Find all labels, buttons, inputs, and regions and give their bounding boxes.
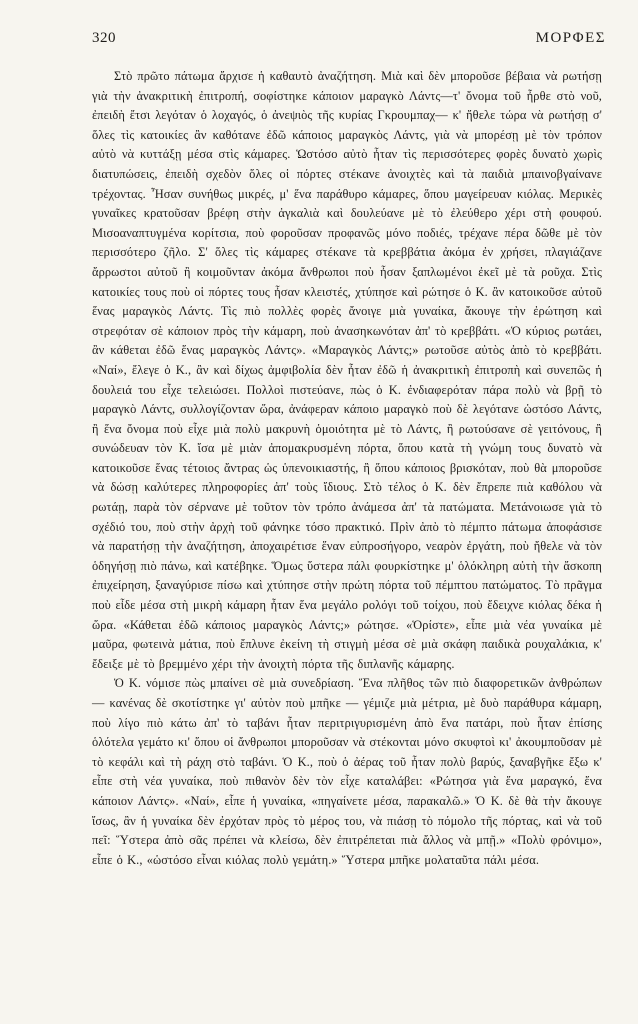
body-text [92,67,602,870]
page-number: 320 [92,30,116,46]
page-header [92,30,606,52]
paragraph: Ὁ Κ. νόμισε πὼς μπαίνει σὲ μιὰ συνεδρίαση. Ἕνα πλῆθος τῶν πιὸ διαφορετικῶν ἀνθρώπων — κανένας δὲ σκοτίστηκε γι' αὐτὸν ποὺ μπῆκε — γέμιζε μιὰ μέτρια, μὲ δυὸ παράθυρα κάμαρη, ποὺ λίγο πιὸ κάτω ἀπ' τὸ ταβάνι ἦταν περιτριγυρισμένη ἀπὸ ἕνα πατάρι, ποὺ ἦταν ἐπίσης ὁλότελα γεμάτο κι' ὅπου οἱ ἄνθρωποι μποροῦσαν νὰ στέκονται μόνο σκυφτοὶ κι' ἀκουμποῦσαν μὲ τὸ κεφάλι καὶ τὴ ράχη στὸ ταβάνι. Ὁ Κ., ποὺ ὁ ἀέρας τοῦ ἦταν πολὺ βαρύς, ξαναβγῆκε ἔξω κ' εἶπε στὴ νέα γυναίκα, ποὺ πιθανὸν δὲν τὸν εἶχε καταλάβει: «Ρώτησα γιὰ ἕνα μαραγκό, ἕνα κάποιον Λάντς». «Ναί», εἶπε ἡ γυναίκα, «πηγαίνετε μέσα, παρακαλῶ.» Ὁ Κ. δὲ θὰ τὴν ἄκουγε ἴσως, ἂν ἡ γυναίκα δὲν ἐρχόταν πρὸς τὸ μέρος του, νὰ πιάσῃ τὸ πόμολο τῆς πόρτας, καὶ νὰ τοῦ πεῖ: Ὕστερα ἀπὸ σᾶς πρέπει νὰ κλείσω, δὲν ἐπιτρέπεται πιὰ ἄλλος νὰ μπῇ.» «Πολὺ φρόνιμο», εἶπε ὁ Κ., «ὡστόσο εἶναι κιόλας πολὺ γεμάτη.» Ὕστερα μπῆκε μολαταῦτα πάλι μέσα. [92,676,602,867]
paragraph: Στὸ πρῶτο πάτωμα ἄρχισε ἡ καθαυτὸ ἀναζήτηση. Μιὰ καὶ δὲν μποροῦσε βέβαια νὰ ρωτήσῃ γιὰ τὴν ἀνακριτικὴ ἐπιτροπή, σοφίστηκε κάποιον μαραγκὸ Λάντς—τ' ὄνομα τοῦ ἦρθε στὸ νοῦ, ἐπειδὴ ἔτσι λεγόταν ὁ λοχαγός, ὁ ἀνεψιὸς τῆς κυρίας Γκρουμπαχ— κ' ἤθελε τώρα νὰ ρωτήσῃ σ' ὅλες τὶς κατοικίες ἂν καθότανε ἐδῶ κάποιος μαραγκὸς Λάντς, γιὰ νὰ μπορέσῃ μὲ τὸν τρόπον αὐτὸ νὰ κυττάξῃ μέσα στὶς κάμαρες. Ὡστόσο αὐτὸ ἦταν τὶς περισσότερες φορὲς δυνατὸ χωρὶς διατυπώσεις, ἐπειδὴ σχεδὸν ὅλες οἱ πόρτες στέκανε ἀνοιχτὲς καὶ τὰ παιδιὰ μπαινοβγαίνανε τρέχοντας. Ἦσαν συνήθως μικρές, μ' ἕνα παράθυρο κάμαρες, ὅπου μαγείρευαν κιόλας. Μερικὲς γυναῖκες κρατοῦσαν βρέφη στὴν ἀγκαλιὰ καὶ δουλεύανε μὲ τὸ ἐλεύθερο χέρι στὴ φουφού. Μισοαναπτυγμένα κορίτσια, ποὺ φοροῦσαν προφανῶς μόνο ποδιές, τρέχανε πέρα δῶθε μὲ τὸν περισσότερο ζῆλο. Σ' ὅλες τὶς κάμαρες στέκανε τὰ κρεββάτια ἀκόμα ἐν χρήσει, πλαγιάζανε ἄρρωστοι αὐτοῦ ἢ κοιμοῦνταν ἀκόμα ἄνθρωποι ποὺ ἦσαν ξαπλωμένοι ἐκεῖ μὲ τὰ ροῦχα. Στὶς κατοικίες τους ποὺ οἱ πόρτες τους ἦσαν κλειστές, χτύπησε καὶ ρώτησε ὁ Κ. ἂν κατοικοῦσε αὐτοῦ ἕνας μαραγκὸς Λάντς. Τὶς πιὸ πολλὲς φορὲς ἄνοιγε μιὰ γυναίκα, ἄκουγε τὴν ἐρώτηση καὶ στρεφόταν σὲ κάποιον πρὸς τὴν κάμαρη, ποὺ ἀνασηκωνόταν ἀπ' τὸ κρεββάτι. «Ὁ κύριος ρωτάει, ἂν κάθεται ἐδῶ ἕνας μαραγκὸς Λάντς». «Μαραγκὸς Λάντς;» ρωτοῦσε αὐτὸς ἀπὸ τὸ κρεββάτι. «Ναί», ἔλεγε ὁ Κ., ἂν καὶ δίχως ἀμφιβολία δὲν ἦταν ἐδῶ ἡ ἀνακριτικὴ ἐπιτροπὴ καὶ συνεπῶς ἡ δουλειά του εἶχε τελειώσει. Πολλοὶ πιστεύανε, πὼς ὁ Κ. ἐνδιαφερόταν πάρα πολὺ νὰ βρῇ τὸ μαραγκὸ Λάντς, συλλογίζονταν ὥρα, ἀνάφεραν κάποιο μαραγκὸ ποὺ δὲ λεγότανε ὡστόσο Λάντς, ἢ ἕνα ὄνομα ποὺ εἶχε μιὰ πολὺ μακρυνὴ ὁμοιότητα μὲ τὸ Λάντς, ἢ ρωτούσανε σὲ γειτόνους, ἢ συνώδευαν τὸν Κ. ἴσα μὲ μιὰν ἀπομακρυσμένη πόρτα, ὅπου κατὰ τὴ γνώμη τους δυνατὸ νὰ κατοικοῦσε ἕνας τέτοιος ἄντρας ὡς ὑπενοικιαστής, ἢ ὅπου κάποιος βρισκόταν, ποὺ θὰ μποροῦσε νὰ δώσῃ καλύτερες πληροφορίες ἀπ' τοὺς ἴδιους. Στὸ τέλος ὁ Κ. δὲν ἔπρεπε πιὰ καθόλου νὰ ρωτάῃ, παρὰ τὸν σέρνανε μὲ τοῦτον τὸν τρόπο ἀνάμεσα ἀπ' τὰ πατώματα. Μετάνοιωσε γιὰ τὸ σχέδιό του, ποὺ στὴν ἀρχὴ τοῦ φάνηκε τόσο πρακτικό. Πρὶν ἀπὸ τὸ πέμπτο πάτωμα ἀποφάσισε νὰ παρατήσῃ τὴν ἀναζήτηση, ἀποχαιρέτισε ἕναν εὐπροσήγορο, νεαρὸν ἐργάτη, ποὺ ἤθελε νὰ τὸν ὁδηγήσῃ πιὸ πάνω, καὶ κατέβηκε. Ὅμως ὕστερα πάλι φουρκίστηκε μ' ὁλόκληρη αὐτὴ τὴν ἄσκοπη ἐπιχείρηση, ξαναγύρισε πίσω καὶ χτύπησε στὴν πρώτη πόρτα τοῦ πέμπτου πατώματος. Τὸ πρᾶγμα ποὺ εἶδε μέσα στὴ μικρὴ κάμαρη ἦταν ἕνα μεγάλο ρολόγι τοῦ τοίχου, ποὺ ἔδειχνε κιόλας δέκα ἡ ὥρα. «Κάθεται ἐδῶ κάποιος μαραγκὸς Λάντς;» ρώτησε. «Ὁρίστε», εἶπε μιὰ νέα γυναίκα μὲ μαῦρα, φωτεινὰ μάτια, ποὺ ἔπλυνε ἐκείνη τὴ στιγμὴ μέσα σὲ μιὰ σκάφη παιδικὰ ρουχαλάκια, κ' ἔδειξε μὲ τὸ βρεμμένο χέρι τὴν ἀνοιχτὴ πόρτα τῆς διπλανῆς κάμαρης. [92,69,602,671]
running-title: ΜΟΡΦΕΣ [535,30,606,46]
